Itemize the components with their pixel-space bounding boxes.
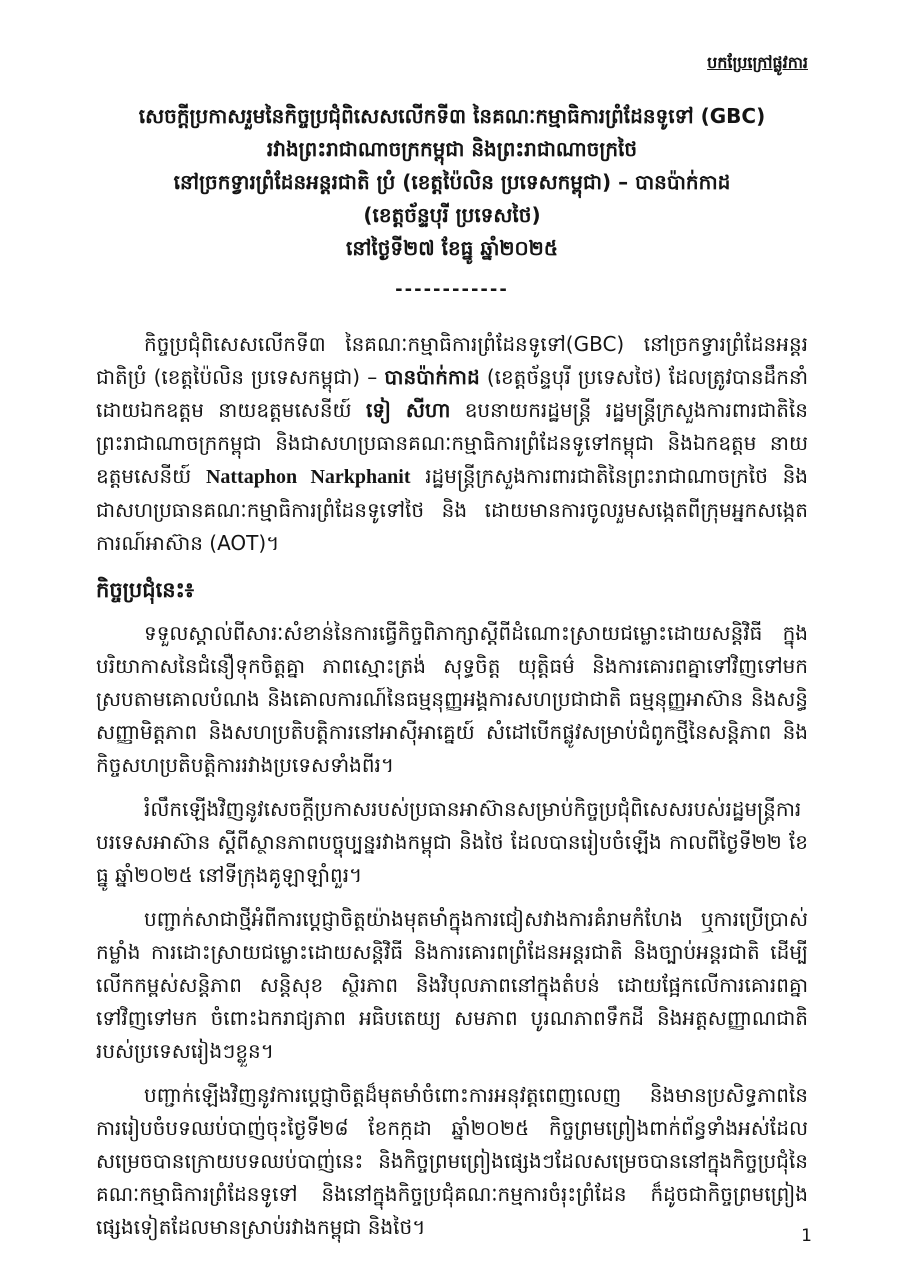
section-heading: កិច្ចប្រជុំនេះ៖ <box>96 578 195 602</box>
title-line-1: សេចក្តីប្រកាសរួមនៃកិច្ចប្រជុំពិសេសលើកទី៣ នៃគណៈកម្មាធិការព្រំដែនទូទៅ (GBC) <box>138 104 766 128</box>
intro-text-3: ឧបនាយករដ្ឋមន្ត្រី រដ្ឋមន្ត្រីក្រសួងការពារជាតិនៃព្រះរាជាណាចក្រកម្ពុជា និងជាសហប្រធានគណៈកម្មាធិការព្រំដែនទូទៅកម្ពុជា និងឯកឧត្តម នាយឧត្តមសេនីយ៍ <box>96 398 808 488</box>
title-line-5: នៅថ្ងៃទី២៧ ខែធ្នូ ឆ្នាំ២០២៥ <box>346 236 558 260</box>
body-paragraph-1: ទទួលស្គាល់ពីសារៈសំខាន់នៃការធ្វើកិច្ចពិភាក្សាស្តីពីដំណោះស្រាយជម្លោះដោយសន្តិវិធី ក្នុងបរិយាកាសនៃជំនឿទុកចិត្តគ្នា ភាពស្មោះត្រង់ សុទ្ធចិត្ត យុត្តិធម៌ និងការគោរពគ្នាទៅវិញទៅមក ស្របតាមគោលបំណង និងគោលការណ៍នៃធម្មនុញ្ញអង្គការសហប្រជាជាតិ ធម្មនុញ្ញអាស៊ាន និងសន្ធិសញ្ញាមិត្តភាព និងសហប្រតិបត្តិការនៅអាស៊ីអាគ្នេយ៍ សំដៅបើកផ្លូវសម្រាប់ជំពូកថ្មីនៃសន្តិភាព និងកិច្ចសហប្រតិបត្តិការរវាងប្រទេសទាំងពីរ។ <box>96 621 808 777</box>
header-note: បកប្រែក្រៅផ្លូវការ <box>707 53 808 72</box>
body-paragraph-2: រំលឹកឡើងវិញនូវសេចក្តីប្រកាសរបស់ប្រធានអាស៊ានសម្រាប់កិច្ចប្រជុំពិសេសរបស់រដ្ឋមន្ត្រីការបរទេសអាស៊ាន ស្តីពីស្ថានភាពបច្ចុប្បន្នរវាងកម្ពុជា និងថៃ ដែលបានរៀបចំឡើង កាលពីថ្ងៃទី២២ ខែធ្នូ ឆ្នាំ២០២៥ នៅទីក្រុងគូឡាឡាំពួរ។ <box>96 797 808 887</box>
document-body <box>0 300 904 1244</box>
intro-paragraph <box>96 328 808 560</box>
intro-text-4: រដ្ឋមន្ត្រីក្រសួងការពារជាតិនៃព្រះរាជាណាចក្រថៃ និងជាសហប្រធានគណៈកម្មាធិការព្រំដែនទូទៅថៃ និង ដោយមានការចូលរួមសង្កេតពីក្រុមអ្នកសង្កេតការណ៍អាស៊ាន (AOT)។ <box>96 464 808 555</box>
intro-text-1: កិច្ចប្រជុំពិសេសលើកទី៣ នៃគណៈកម្មាធិការព្រំដែនទូទៅ(GBC) នៅច្រកទ្វារព្រំដែនអន្តរជាតិប្រំ (ខេត្តប៉ៃលិន ប្រទេសកម្ពុជា) – <box>96 332 808 389</box>
separator-dashes: ------------ <box>395 279 509 300</box>
body-paragraph-4: បញ្ជាក់ឡើងវិញនូវការប្តេជ្ញាចិត្តដ៏មុតមាំចំពោះការអនុវត្តពេញលេញ និងមានប្រសិទ្ធភាពនៃការរៀបចំបទឈប់បាញ់ចុះថ្ងៃទី២៨ ខែកក្កដា ឆ្នាំ២០២៥ កិច្ចព្រមព្រៀងពាក់ព័ន្ធទាំងអស់ដែលសម្រេចបានក្រោយបទឈប់បាញ់នេះ និងកិច្ចព្រមព្រៀងផ្សេងៗដែលសម្រេចបាននៅក្នុងកិច្ចប្រជុំនៃគណៈកម្មាធិការព្រំដែនទូទៅ និងនៅក្នុងកិច្ចប្រជុំគណៈកម្មការចំរុះព្រំដែន ក៏ដូចជាកិច្ចព្រមព្រៀងផ្សេងទៀតដែលមានស្រាប់រវាងកម្ពុជា និងថៃ។ <box>96 1083 808 1239</box>
intro-bold-location: បានប៉ាក់កាដ <box>384 365 480 389</box>
intro-text-2: (ខេត្តច័ន្ទបុរី ប្រទេសថៃ) ដែលត្រូវបានដឹកនាំដោយឯកឧត្តម នាយឧត្តមសេនីយ៍ <box>96 365 809 422</box>
title-line-2: រវាងព្រះរាជាណាចក្រកម្ពុជា និងព្រះរាជាណាចក្រថៃ <box>266 137 638 161</box>
body-paragraph-3: បញ្ជាក់សាជាថ្មីអំពីការប្តេជ្ញាចិត្តយ៉ាងមុតមាំក្នុងការជៀសវាងការគំរាមកំហែង ឬការប្រើប្រាស់កម្លាំង ការដោះស្រាយជម្លោះដោយសន្តិវិធី និងការគោរពព្រំដែនអន្តរជាតិ និងច្បាប់អន្តរជាតិ ដើម្បីលើកកម្ពស់សន្តិភាព សន្តិសុខ ស្ថិរភាព និងវិបុលភាពនៅក្នុងតំបន់ ដោយផ្អែកលើការគោរពគ្នាទៅវិញទៅមក ចំពោះឯករាជ្យភាព អធិបតេយ្យ សមភាព បូរណភាពទឹកដី និងអត្តសញ្ញាណជាតិរបស់ប្រទេសរៀងៗខ្លួន។ <box>96 907 808 1063</box>
intro-bold-name-latin: Nattaphon Narkphanit <box>205 466 411 488</box>
intro-bold-name-kh: ទៀ សីហា <box>365 398 451 422</box>
document-title <box>0 0 904 265</box>
title-line-3: នៅច្រកទ្វារព្រំដែនអន្តរជាតិ ប្រំ (ខេត្តប៉ៃលិន ប្រទេសកម្ពុជា) – បានប៉ាក់កាដ <box>173 170 731 194</box>
page-number: 1 <box>801 1226 812 1246</box>
title-line-4: (ខេត្តច័ន្ទបុរី ប្រទេសថៃ) <box>363 203 541 227</box>
